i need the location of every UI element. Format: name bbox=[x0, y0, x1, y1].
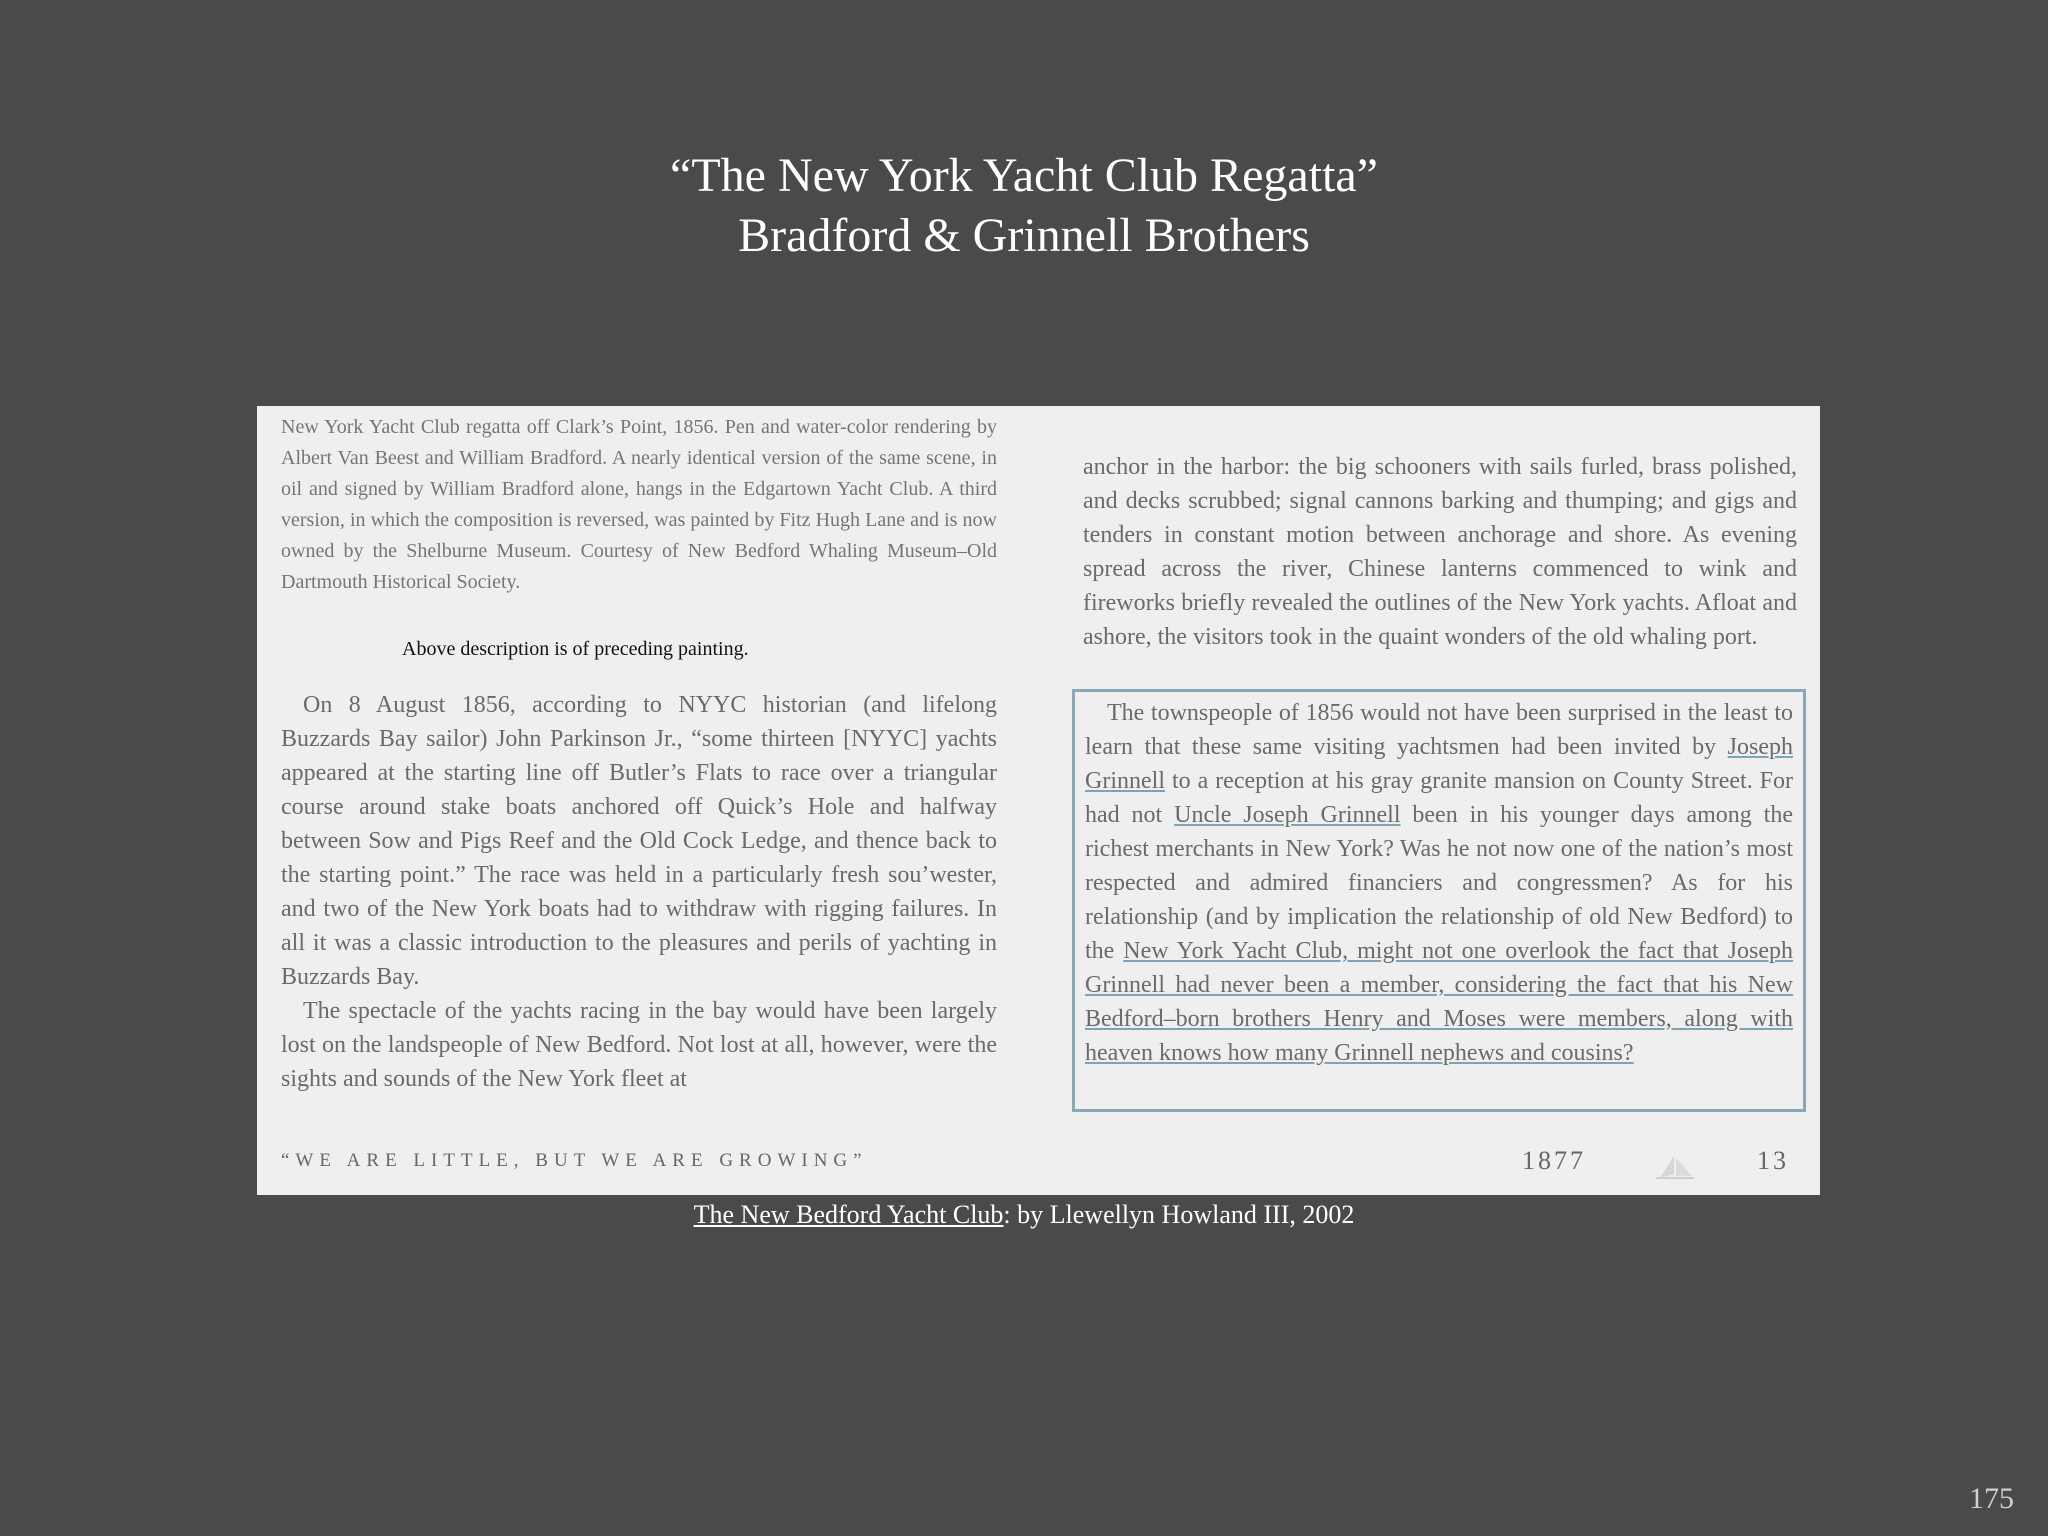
left-paragraph-1: On 8 August 1856, according to NYYC historian (and lifelong Buzzards Bay sailor) John Parkinson Jr., “some thirteen [NYYC] yachts appeared at the starting line off Butler’s Flats to race over a triangular course around stake boats anchored off Quick’s Hole and halfway between Sow and Pigs Reef and the Old Cock Ledge, and thence back to the starting point.” The race was held in a particularly fresh sou’wester, and two of the New York boats had to withdraw with rigging failures. In all it was a classic introduction to the pleasures and perils of yachting in Buzzards Bay. bbox=[281, 692, 997, 990]
running-footer: “WE ARE LITTLE, BUT WE ARE GROWING” bbox=[281, 1150, 868, 1171]
source-rest: : by Llewellyn Howland III, 2002 bbox=[1003, 1200, 1355, 1229]
box-text-2: to a reception at his gray granite mansion on County Street. For had not bbox=[1085, 768, 1793, 828]
left-column bbox=[281, 412, 997, 598]
slide-title bbox=[0, 146, 2048, 266]
highlighted-paragraph bbox=[1085, 696, 1793, 1070]
source-link[interactable]: The New Bedford Yacht Club bbox=[693, 1200, 1004, 1229]
painting-caption: New York Yacht Club regatta off Clark’s Point, 1856. Pen and water-color rendering by Albert Van Beest and William Bradford. A nearly identical version of the same scene, in oil and signed by William Bradford alone, hangs in the Edgartown Yacht Club. A third version, in which the composition is reversed, was painted by Fitz Hugh Lane and is now owned by the Shelburne Museum. Courtesy of New Bedford Whaling Museum–Old Dartmouth Historical Society. bbox=[281, 416, 997, 593]
page-number: 13 bbox=[1757, 1146, 1789, 1175]
right-column bbox=[1083, 450, 1797, 654]
highlighted-passage bbox=[1072, 689, 1806, 1112]
painting-note: Above description is of preceding painting. bbox=[402, 638, 749, 660]
right-paragraph-1: anchor in the harbor: the big schooners with sails furled, brass polished, and decks scrubbed; signal cannons barking and thumping; and gigs and tenders in constant motion between anchorage and shore. As evening spread across the river, Chinese lanterns commenced to wink and fireworks briefly revealed the outlines of the New York yachts. Afloat and ashore, the visitors took in the quaint wonders of the old whaling port. bbox=[1083, 454, 1797, 650]
title-line-1: “The New York Yacht Club Regatta” bbox=[670, 149, 1378, 202]
underline-uncle-joseph-grinnell: Uncle Joseph Grinnell bbox=[1174, 802, 1401, 828]
sailboat-icon bbox=[1652, 1154, 1696, 1180]
left-paragraph-2: The spectacle of the yachts racing in the bay would have been largely lost on the landspeople of New Bedford. Not lost at all, however, were the sights and sounds of the New York fleet at bbox=[281, 998, 997, 1092]
book-page-scan bbox=[257, 406, 1820, 1195]
box-text-3: been in his younger days among the richest merchants in New York? Was he not now one of the nation’s most respected and admired financiers and congressmen? As for his relationship (and by implication the relationship of old New Bedford) to the bbox=[1085, 802, 1793, 964]
source-citation bbox=[0, 1200, 2048, 1230]
title-line-2: Bradford & Grinnell Brothers bbox=[738, 209, 1310, 262]
underline-joseph-grinnell: Joseph Grinnell bbox=[1085, 734, 1793, 794]
box-text-1: The townspeople of 1856 would not have been surprised in the least to learn that these same visiting yachtsmen had been invited by bbox=[1085, 700, 1793, 760]
footer-year: 1877 bbox=[1522, 1146, 1586, 1175]
left-body-text bbox=[281, 688, 997, 1096]
slide-number: 175 bbox=[1969, 1482, 2014, 1515]
underline-nyyc-passage: New York Yacht Club, might not one overlook the fact that Joseph Grinnell had never been a member, considering the fact that his New Bedford–born brothers Henry and Moses were members, along with heaven knows how many Grinnell nephews and cousins? bbox=[1085, 938, 1793, 1066]
